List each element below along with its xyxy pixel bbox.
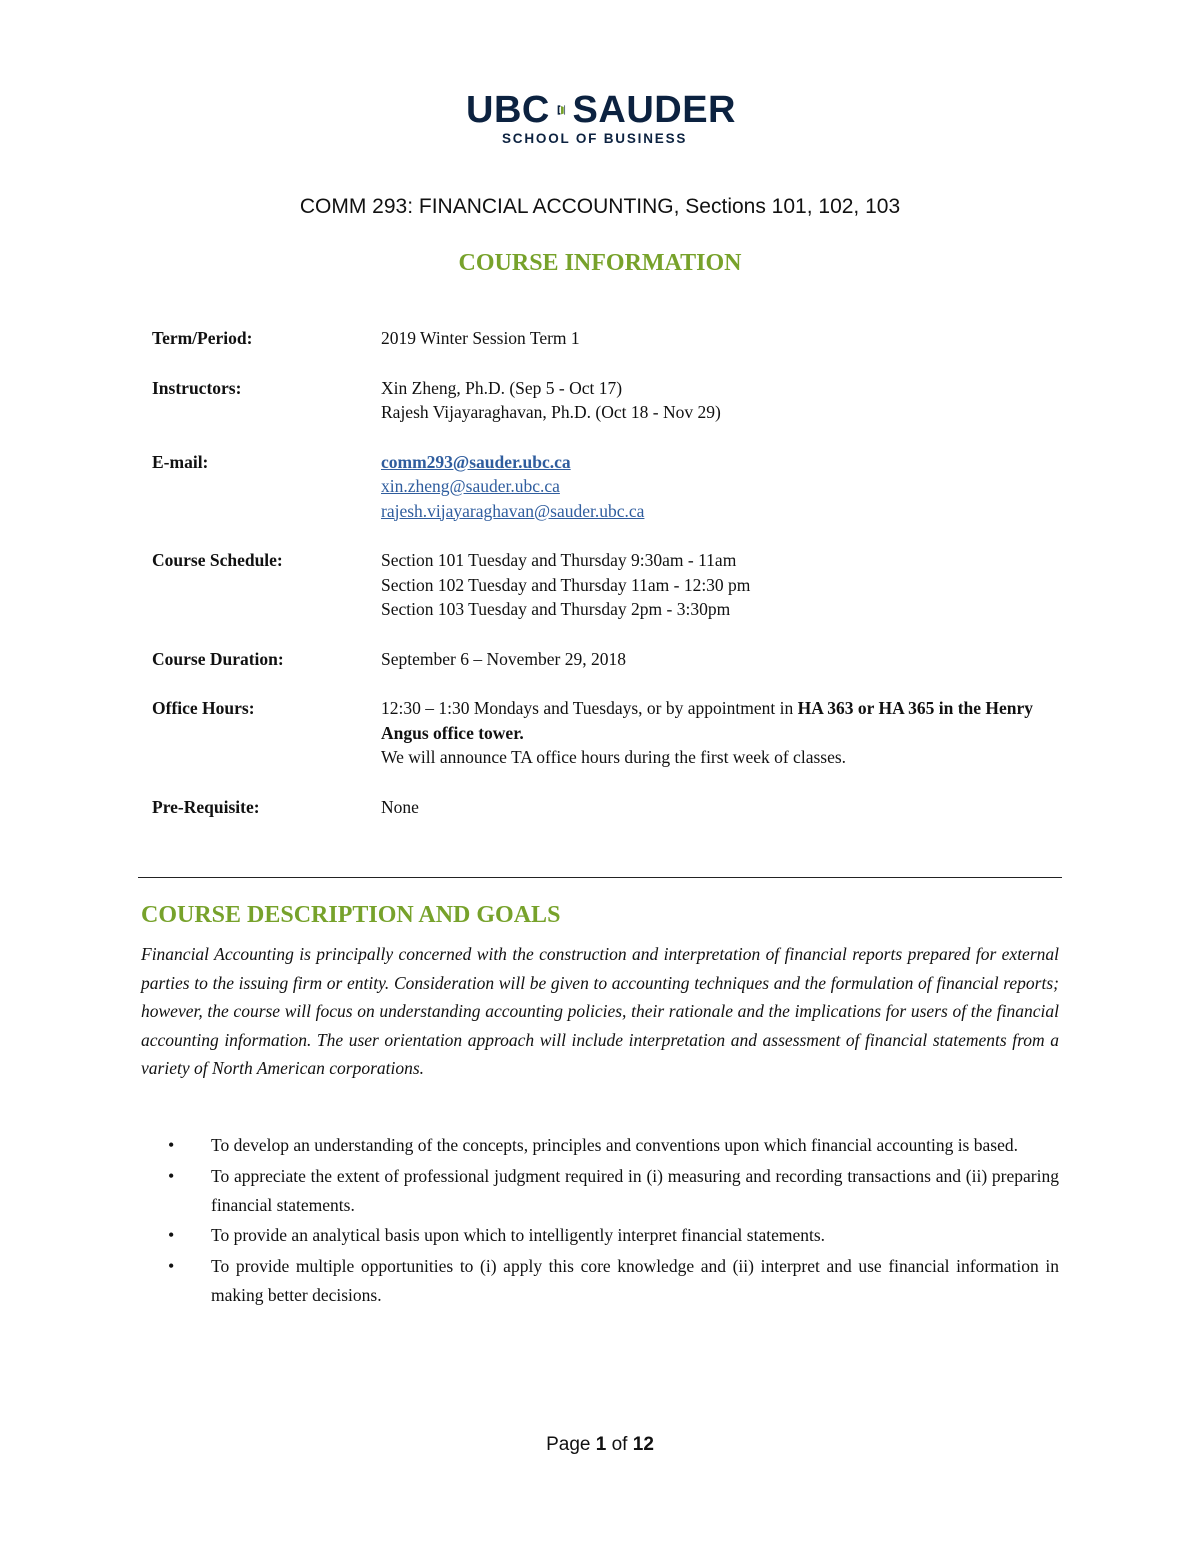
bullet-icon: •: [168, 1165, 175, 1186]
list-item: • To appreciate the extent of professional judgment required in (i) measuring and recording transactions and (ii) preparing financial statements.: [168, 1162, 1059, 1220]
page-word: Page: [546, 1434, 591, 1455]
term-row: [152, 326, 1062, 351]
office-hours-label: Office Hours:: [152, 698, 255, 718]
goals-list: [168, 1131, 1059, 1311]
email-link-rajesh[interactable]: rajesh.vijayaraghavan@sauder.ubc.ca: [381, 500, 645, 521]
email-row: [152, 450, 1062, 524]
page-total: 12: [632, 1434, 654, 1455]
prerequisite-label: Pre-Requisite:: [152, 796, 260, 817]
schedule-section-102: Section 102 Tuesday and Thursday 11am - 12:30 pm: [381, 574, 751, 595]
section-divider: [138, 877, 1062, 878]
logo-word-sauder: SAUDER: [572, 89, 736, 131]
list-item: • To provide an analytical basis upon which to intelligently interpret financial statements.: [168, 1221, 1059, 1250]
instructor-2: Rajesh Vijayaraghavan, Ph.D. (Oct 18 - Nov 29): [381, 402, 721, 422]
duration-value: September 6 – November 29, 2018: [381, 648, 626, 669]
list-item: • To provide multiple opportunities to (i) apply this core knowledge and (ii) interpret and use financial information in making better decisions.: [168, 1252, 1059, 1310]
ubc-sauder-logo: [466, 89, 736, 152]
bullet-icon: •: [168, 1255, 175, 1276]
email-label: E-mail:: [152, 451, 209, 472]
logo-subtitle: SCHOOL OF BUSINESS: [502, 131, 688, 146]
bullet-icon: •: [168, 1225, 175, 1245]
office-location: HA 363 or HA 365 in the Henry Angus office tower.: [381, 698, 1034, 743]
instructors-label: Instructors:: [152, 377, 242, 398]
page-number: 1: [595, 1434, 607, 1455]
bullet-icon: •: [168, 1135, 175, 1155]
office-hours-row: [152, 696, 1062, 770]
logo-word-ubc: UBC: [466, 89, 550, 131]
list-item: • To develop an understanding of the concepts, principles and conventions upon which financial accounting is based.: [168, 1131, 1059, 1160]
email-link-course[interactable]: comm293@sauder.ubc.ca: [381, 451, 571, 472]
prerequisite-row: [152, 795, 1062, 820]
duration-row: [152, 647, 1062, 672]
course-title: COMM 293: FINANCIAL ACCOUNTING, Sections 101, 102, 103: [299, 195, 901, 218]
office-hours-text: 12:30 – 1:30 Mondays and Tuesdays, or by appointment in HA 363 or HA 365 in the Henry Angus office tower.: [381, 698, 1034, 743]
course-information-heading: COURSE INFORMATION: [458, 250, 742, 276]
sauder-mark-icon: [557, 94, 566, 126]
schedule-section-103: Section 103 Tuesday and Thursday 2pm - 3:30pm: [381, 599, 731, 619]
instructors-row: [152, 376, 1062, 425]
schedule-row: [152, 548, 1062, 622]
of-word: of: [611, 1434, 628, 1455]
course-description: Financial Accounting is principally concerned with the construction and interpretation of financial reports prepared for external parties to the issuing firm or entity. Consideration will be given to accounting techniques and the formulation of financial reports; however, the course will focus on understanding accounting policies, their rationale and the implications for users of the financial accounting information. The user orientation approach will include interpretation and assessment of financial statements from a variety of North American corporations.: [141, 944, 1059, 1078]
prerequisite-value: None: [381, 796, 419, 817]
page-footer: [0, 1432, 1200, 1458]
email-link-xin-zheng[interactable]: xin.zheng@sauder.ubc.ca: [381, 476, 560, 496]
duration-label: Course Duration:: [152, 648, 284, 669]
description-heading: COURSE DESCRIPTION AND GOALS: [141, 902, 561, 928]
schedule-label: Course Schedule:: [152, 550, 283, 570]
term-label: Term/Period:: [152, 328, 253, 348]
schedule-section-101: Section 101 Tuesday and Thursday 9:30am - 11am: [381, 550, 737, 570]
course-info-table: [152, 326, 1062, 819]
instructor-1: Xin Zheng, Ph.D. (Sep 5 - Oct 17): [381, 377, 623, 398]
ta-office-hours-note: We will announce TA office hours during the first week of classes.: [381, 747, 847, 767]
term-value: 2019 Winter Session Term 1: [381, 328, 580, 348]
